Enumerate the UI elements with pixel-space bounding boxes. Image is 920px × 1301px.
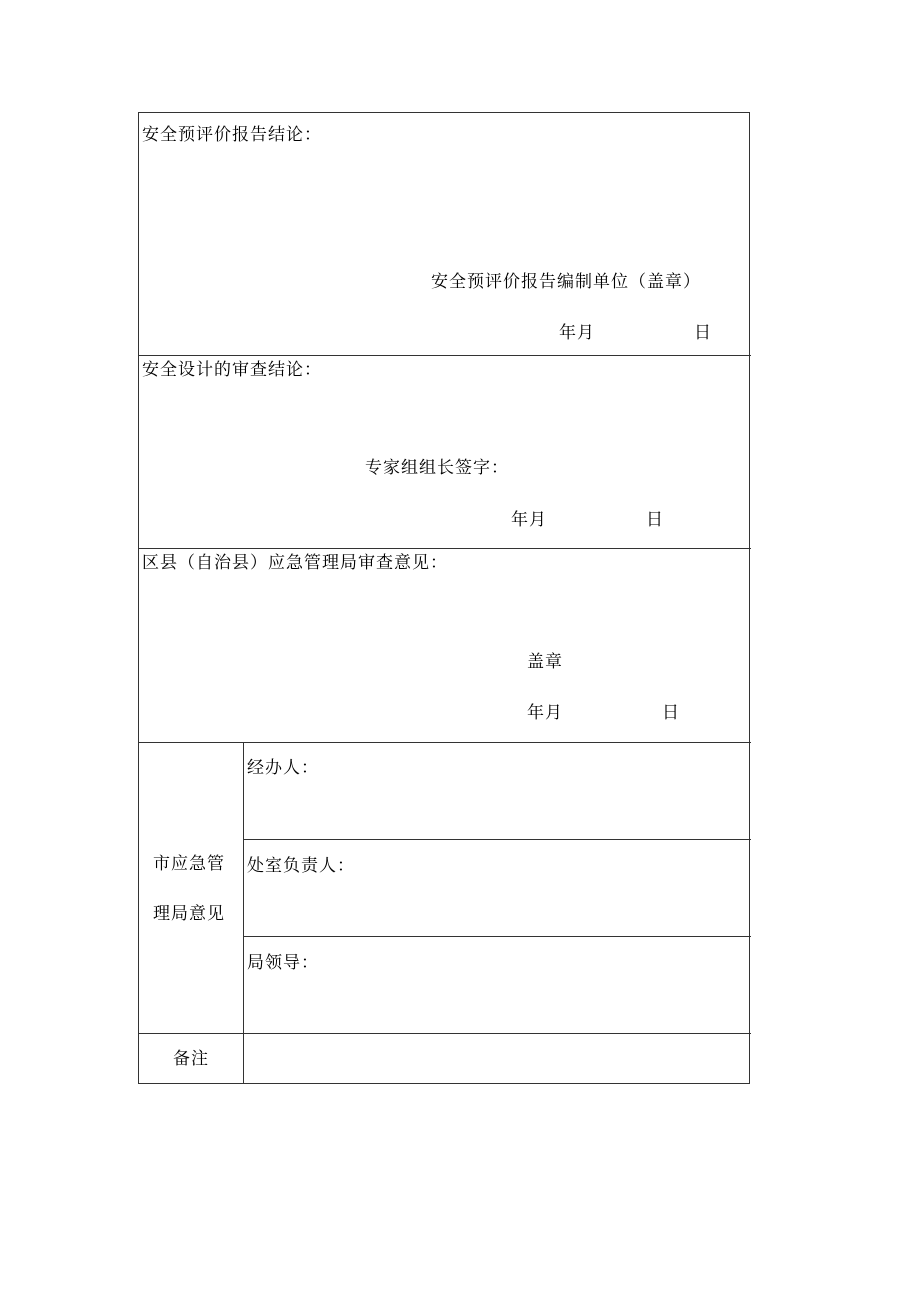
handler-label: 经办人： — [247, 758, 319, 778]
divider-section2 — [139, 548, 751, 549]
section2-title: 安全设计的审查结论： — [142, 360, 322, 380]
office-head-label: 处室负责人： — [247, 856, 355, 876]
divider-label-column — [243, 742, 244, 1083]
divider-section1 — [139, 355, 751, 356]
section3-day: 日 — [662, 703, 680, 723]
city-bureau-label-line2: 理局意见 — [153, 904, 225, 924]
section3-year-month: 年月 — [527, 703, 563, 723]
section1-day: 日 — [694, 323, 712, 343]
remarks-label: 备注 — [173, 1049, 209, 1069]
section1-year-month: 年月 — [559, 323, 595, 343]
divider-handler — [244, 839, 751, 840]
review-form-table — [138, 112, 750, 1084]
bureau-leader-label: 局领导： — [247, 953, 319, 973]
section1-title: 安全预评价报告结论： — [142, 125, 322, 145]
city-bureau-label-line1: 市应急管 — [153, 854, 225, 874]
section1-unit-seal-label: 安全预评价报告编制单位（盖章） — [431, 272, 701, 292]
section3-seal: 盖章 — [527, 652, 563, 672]
divider-section3 — [139, 742, 751, 743]
section2-year-month: 年月 — [511, 510, 547, 530]
section2-day: 日 — [646, 510, 664, 530]
divider-office-head — [244, 936, 751, 937]
divider-remarks — [139, 1033, 751, 1034]
section2-sign-label: 专家组组长签字： — [365, 458, 509, 478]
section3-title: 区县（自治县）应急管理局审查意见： — [142, 553, 448, 573]
